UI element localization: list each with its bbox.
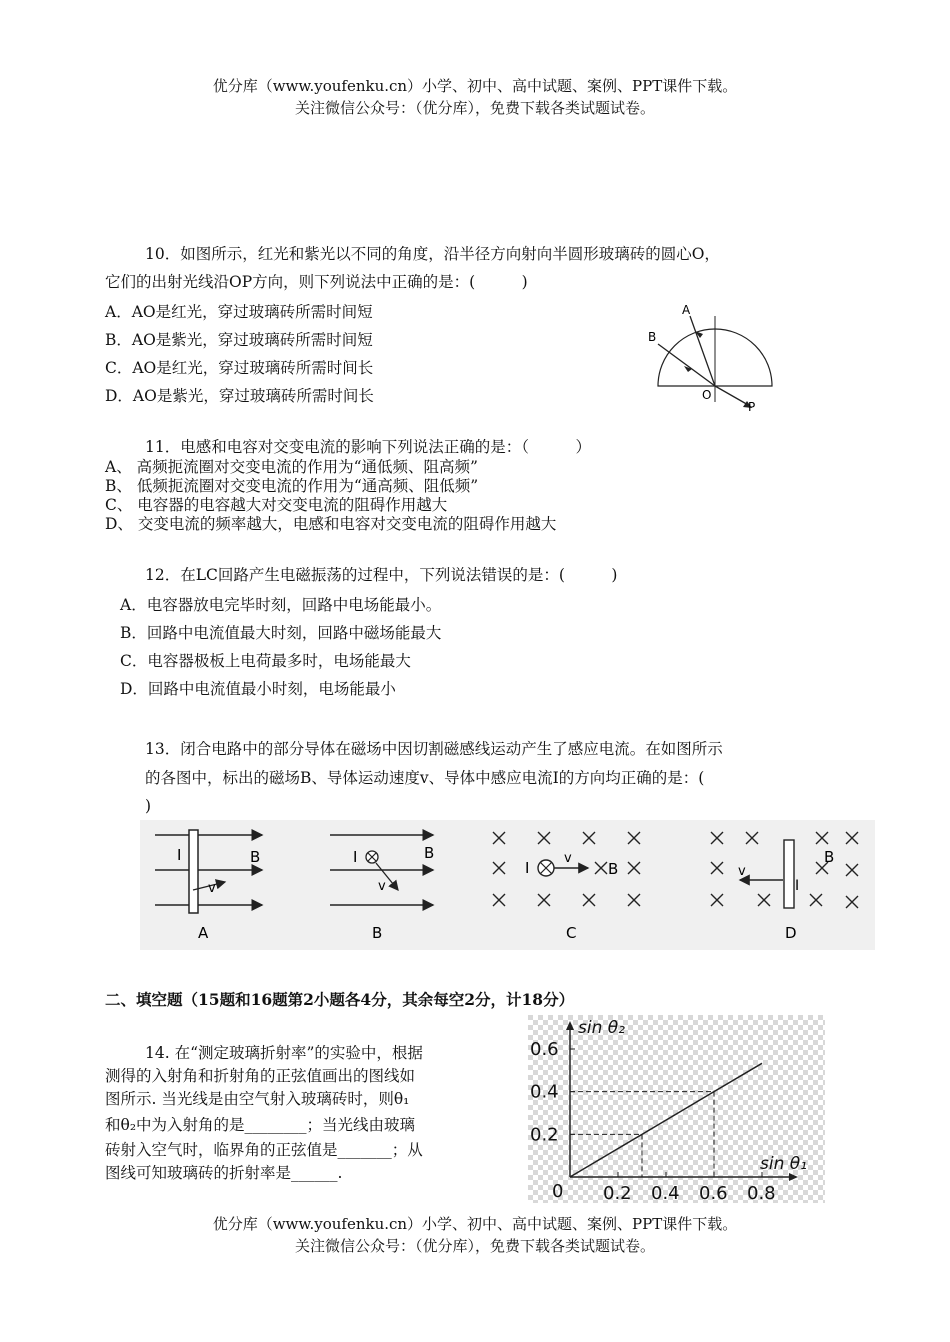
x-tick-label: 0.6 [699,1183,728,1203]
q14-line-2: 测得的入射角和折射角的正弦值画出的图线如 [105,1067,416,1085]
q10-option-b: B．AO是紫光，穿过玻璃砖所需时间短 [105,331,373,349]
q13-stem-3: ) [145,797,152,815]
y-tick-label: 0.6 [530,1039,559,1060]
q13-c-label-b: B [608,860,619,878]
q10-option-c: C．AO是红光，穿过玻璃砖所需时间长 [105,359,374,377]
q13-a-label-i: I [177,846,182,864]
q13-stem-2: 的各图中，标出的磁场B、导体运动速度v、导体中感应电流I的方向均正确的是：( [145,769,705,787]
q12-option-a: A．电容器放电完毕时刻，回路中电场能最小。 [120,596,442,614]
x-tick-label: 0.8 [747,1183,776,1203]
q14-chart [528,1015,825,1203]
q13-stem-1: 13．闭合电路中的部分导体在磁场中因切割磁感线运动产生了感应电流。在如图所示 [145,740,723,758]
q12-option-b: B．回路中电流值最大时刻，回路中磁场能最大 [120,624,442,642]
x-axis-label: sin θ₁ [760,1154,807,1174]
footer-line-1: 优分库（www.youfenku.cn）小学、初中、高中试题、案例、PPT课件下载。 [212,1215,738,1233]
q13-d-label-v: v [738,864,746,879]
q14-line-1: 14. 在“测定玻璃折射率”的实验中，根据 [145,1044,423,1062]
section-2-title: 二、填空题（15题和16题第2小题各4分，其余每空2分，计18分） [105,990,575,1009]
q13-b-label-v: v [378,879,386,894]
q11-option-c: C、 电容器的电容越大对交变电流的阻碍作用越大 [105,496,448,514]
q13-b-label-i: I [353,848,358,866]
y-tick-label: 0.2 [530,1124,559,1146]
q13-d-label-i: I [795,878,800,894]
q10-semicircle-figure [640,296,790,421]
y-axis-label: sin θ₂ [578,1018,625,1038]
q11-option-b: B、 低频扼流圈对交变电流的作用为“通高频、阻低频” [105,477,479,495]
q13-b-label-b: B [424,844,435,862]
q14-line-6: 图线可知玻璃砖的折射率是______. [105,1164,343,1182]
q12-stem: 12．在LC回路产生电磁振荡的过程中，下列说法错误的是：( ) [145,566,618,584]
q12-option-d: D．回路中电流值最小时刻，电场能最小 [120,680,396,698]
q13-c-label-i: I [525,859,530,877]
q10-label-o: O [702,388,712,402]
q13-d-label-b: B [824,848,835,866]
q13-caption-c: C [566,924,577,942]
q10-option-a: A．AO是红光，穿过玻璃砖所需时间短 [105,303,373,321]
q13-caption-a: A [198,924,209,942]
q10-label-b: B [648,330,657,344]
footer-line-2: 关注微信公众号：（优分库），免费下载各类试题试卷。 [294,1237,655,1255]
y-tick-label: 0.4 [530,1081,559,1103]
q10-label-a: A [682,303,691,317]
q13-figures [140,820,875,950]
q13-caption-d: D [785,924,797,942]
q11-stem: 11．电感和电容对交变电流的影响下列说法正确的是：（ ） [145,438,591,456]
x-tick-label: 0.4 [651,1183,680,1203]
origin-label: 0 [552,1181,564,1202]
q14-line-4: 和θ₂中为入射角的是________；当光线由玻璃 [105,1116,416,1134]
header-line-1: 优分库（www.youfenku.cn）小学、初中、高中试题、案例、PPT课件下载。 [212,77,738,95]
q13-a-label-b: B [250,848,261,866]
q10-label-p: P [748,400,756,414]
q12-option-c: C．电容器极板上电荷最多时，电场能最大 [120,652,411,670]
q10-stem-2: 它们的出射光线沿OP方向，则下列说法中正确的是：( ) [105,273,528,291]
q10-stem-1: 10．如图所示，红光和紫光以不同的角度，沿半径方向射向半圆形玻璃砖的圆心O， [145,245,720,263]
x-tick-label: 0.2 [603,1183,632,1203]
q13-caption-b: B [372,924,383,942]
q13-c-label-v: v [564,851,572,866]
q14-line-3: 图所示. 当光线是由空气射入玻璃砖时，则θ₁ [105,1090,410,1108]
q11-option-d: D、 交变电流的频率越大，电感和电容对交变电流的阻碍作用越大 [105,515,557,533]
q10-option-d: D．AO是紫光，穿过玻璃砖所需时间长 [105,387,374,405]
q13-a-label-v: v [208,881,216,896]
q11-option-a: A、 高频扼流圈对交变电流的作用为“通低频、阻高频” [105,458,478,476]
q14-line-5: 砖射入空气时，临界角的正弦值是_______；从 [105,1141,423,1159]
header-line-2: 关注微信公众号：（优分库），免费下载各类试题试卷。 [294,99,655,117]
